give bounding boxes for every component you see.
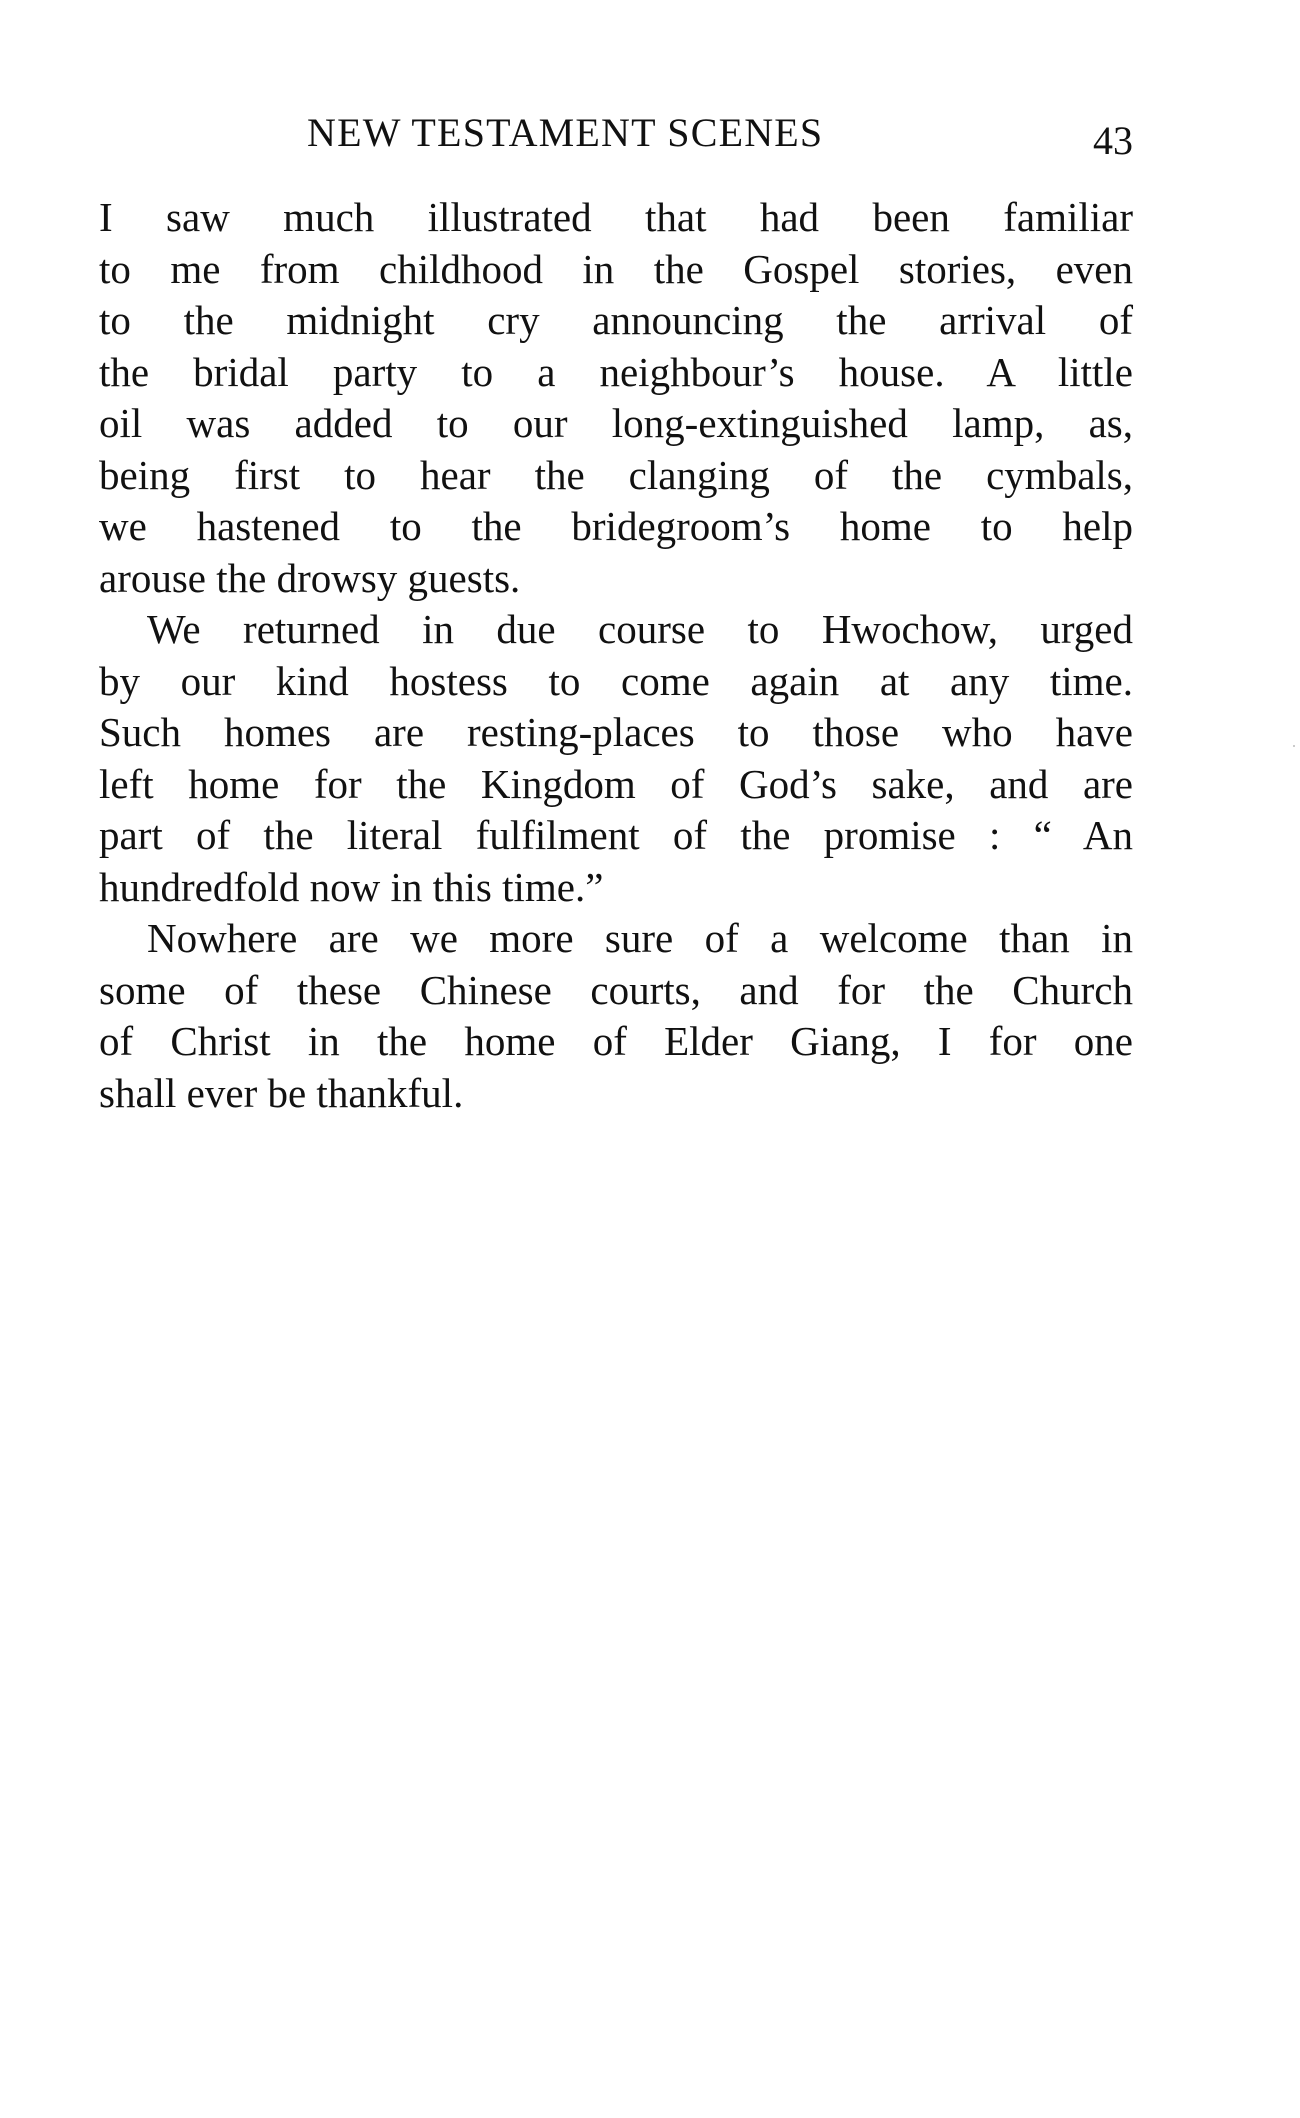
scan-speck (1293, 745, 1295, 747)
text-line: Such homes are resting-places to those who have (99, 709, 1133, 755)
page-number: 43 (1093, 118, 1133, 163)
text-line: some of these Chinese courts, and for the Church (99, 966, 1133, 1013)
text-line: the bridal party to a neighbour’s house. A little (99, 348, 1133, 395)
text-line: to me from childhood in the Gospel stories, even (99, 245, 1133, 292)
paragraph-1 (99, 192, 1133, 604)
text-line: We returned in due course to Hwochow, urged (147, 606, 1133, 652)
text-line: shall ever be thankful. (99, 1069, 464, 1116)
text-line: oil was added to our long-extinguished lamp, as, (99, 400, 1133, 446)
text-line: hundredfold now in this time.” (99, 863, 604, 910)
paragraph-2 (99, 604, 1133, 913)
text-line: we hastened to the bridegroom’s home to help (99, 503, 1133, 549)
running-head (99, 105, 1133, 161)
text-line: by our kind hostess to come again at any time. (99, 657, 1133, 704)
text-line: being first to hear the clanging of the cymbals, (99, 451, 1133, 498)
running-title: NEW TESTAMENT SCENES (307, 110, 824, 155)
text-line: of Christ in the home of Elder Giang, I for one (99, 1018, 1133, 1064)
text-line: arouse the drowsy guests. (99, 554, 521, 601)
text-line: to the midnight cry announcing the arrival of (99, 297, 1133, 343)
text-line: I saw much illustrated that had been familiar (99, 194, 1133, 240)
paragraph-3 (99, 913, 1133, 1119)
text-line: left home for the Kingdom of God’s sake, and are (99, 760, 1133, 807)
body-text (99, 192, 1133, 1119)
text-line: Nowhere are we more sure of a welcome than in (147, 915, 1133, 961)
text-line: part of the literal fulfilment of the promise : “ An (99, 812, 1133, 858)
